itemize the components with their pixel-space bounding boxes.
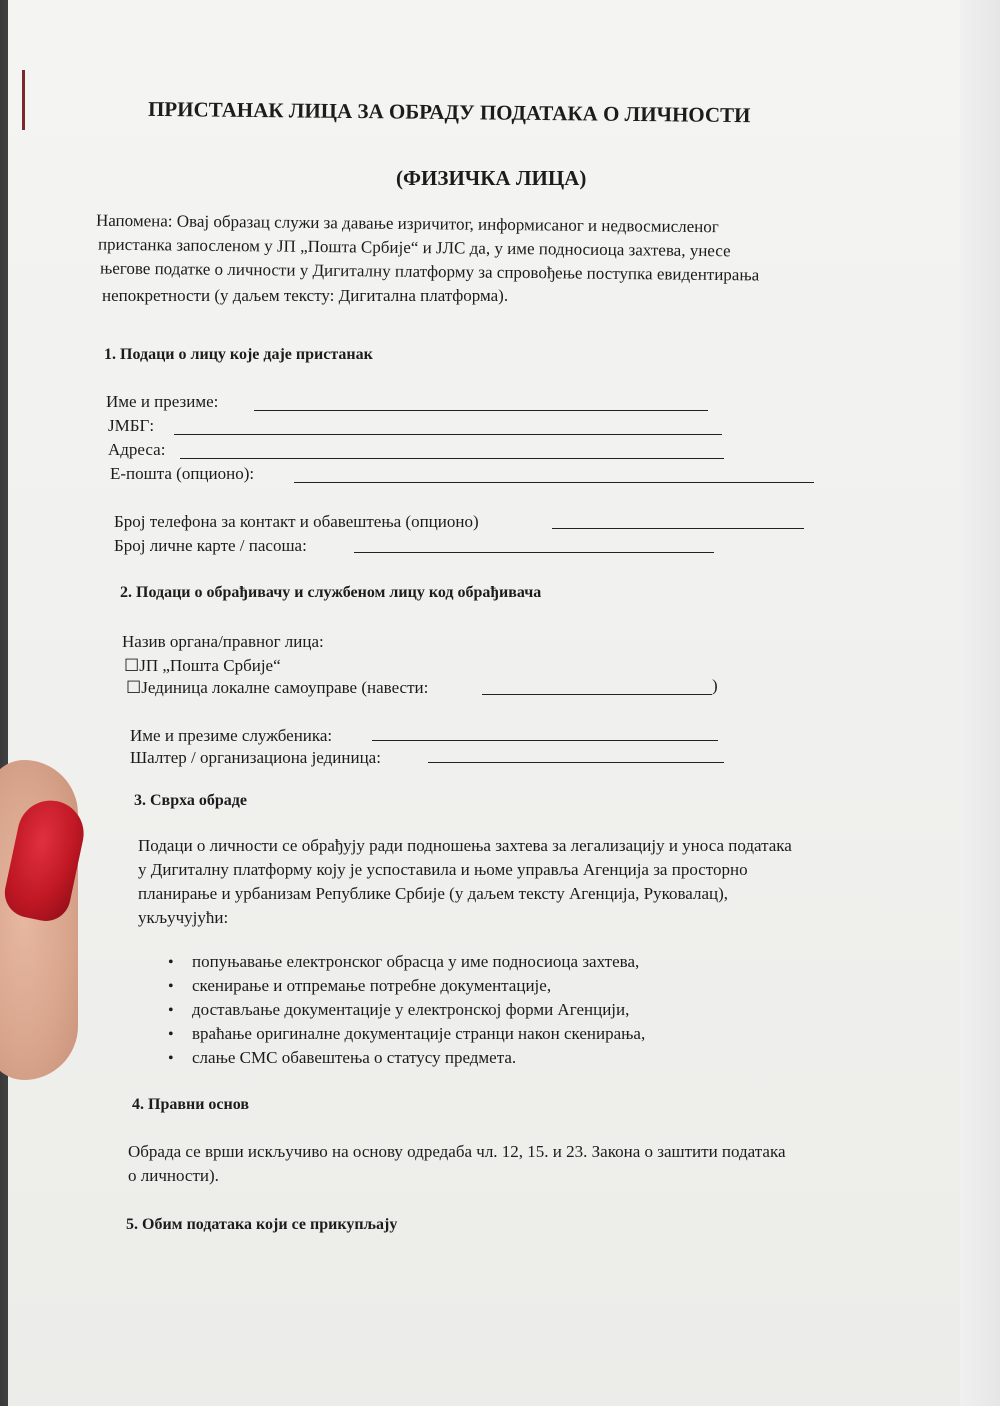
photo-background-right xyxy=(960,0,1000,1406)
full-name-line[interactable] xyxy=(254,410,708,411)
employee-label: Име и презиме службеника: xyxy=(130,726,333,745)
document-subtitle: (ФИЗИЧКА ЛИЦА) xyxy=(396,166,587,190)
legal-basis-line: о личности). xyxy=(128,1166,219,1185)
bullet-icon: • xyxy=(168,1050,174,1067)
purpose-bullet: скенирање и отпремање потребне документације, xyxy=(192,976,552,995)
email-line[interactable] xyxy=(294,482,814,483)
field-label-full-name: Име и презиме: xyxy=(106,392,219,411)
note-line: његове податке о личности у Дигиталну платформу за спровођење поступка евидентирања xyxy=(99,258,760,285)
field-label-jmbg: ЈМБГ: xyxy=(108,416,155,435)
section3-heading: 3. Сврха обраде xyxy=(134,792,247,809)
purpose-line: планирање и урбанизам Републике Србије (у даљем тексту Агенција, Руковалац), xyxy=(138,884,729,903)
field-label-address: Адреса: xyxy=(108,440,166,459)
id-card-line[interactable] xyxy=(354,552,714,553)
section1-heading: 1. Подаци о лицу које даје пристанак xyxy=(104,346,373,363)
purpose-line: у Дигиталну платформу коју је успоставила и њоме управља Агенција за просторно xyxy=(138,860,748,879)
document-title: ПРИСТАНАК ЛИЦА ЗА ОБРАДУ ПОДАТАКА О ЛИЧНОСТИ xyxy=(147,96,751,128)
purpose-bullet: враћање оригиналне документације странци након скенирања, xyxy=(192,1024,646,1043)
note-line: непокретности (у даљем тексту: Дигитална платформа). xyxy=(102,286,509,305)
purpose-bullet: достављање документације у електронској форми Агенцији, xyxy=(192,1000,630,1019)
section5-heading: 5. Обим података који се прикупљају xyxy=(126,1216,398,1233)
org-label: Назив органа/правног лица: xyxy=(122,632,324,651)
employee-line[interactable] xyxy=(372,740,718,741)
address-line[interactable] xyxy=(180,458,724,459)
bullet-icon: • xyxy=(168,954,174,971)
local-government-line[interactable] xyxy=(482,694,712,695)
bullet-icon: • xyxy=(168,1002,174,1019)
purpose-bullet: слање СМС обавештења о статусу предмета. xyxy=(192,1048,517,1067)
purpose-bullet: попуњавање електронског обрасца у име подносиоца захтева, xyxy=(192,952,640,971)
counter-label: Шалтер / организациона јединица: xyxy=(130,748,381,767)
option-post-office[interactable]: ☐ЈП „Пошта Србије“ xyxy=(124,656,281,675)
document-page xyxy=(8,0,992,1406)
note-line: Напомена: Овај образац служи за давање изричитог, информисаног и недвосмисленог xyxy=(95,210,719,237)
counter-line[interactable] xyxy=(428,762,724,763)
purpose-line: Подаци о личности се обрађују ради подношења захтева за легализацију и уноса података xyxy=(138,836,792,855)
bullet-icon: • xyxy=(168,1026,174,1043)
purpose-line: укључујући: xyxy=(138,908,229,927)
legal-basis-line: Обрада се врши искључиво на основу одредаба чл. 12, 15. и 23. Закона о заштити података xyxy=(128,1142,786,1161)
field-label-phone: Број телефона за контакт и обавештења (опционо) xyxy=(114,512,479,531)
closing-paren: ) xyxy=(712,676,718,695)
phone-line[interactable] xyxy=(552,528,804,529)
section2-heading: 2. Подаци о обрађивачу и службеном лицу код обрађивача xyxy=(120,584,542,601)
note-line: пристанка запосленом у ЈП „Пошта Србије“ и ЈЛС да, у име подносиоца захтева, унесе xyxy=(97,234,731,261)
field-label-id-card: Број личне карте / пасоша: xyxy=(114,536,307,555)
section4-heading: 4. Правни основ xyxy=(132,1096,249,1113)
margin-mark xyxy=(22,70,25,130)
option-local-government[interactable]: ☐Јединица локалне самоуправе (навести: xyxy=(126,678,429,697)
bullet-icon: • xyxy=(168,978,174,995)
jmbg-line[interactable] xyxy=(174,434,722,435)
field-label-email: Е-пошта (опционо): xyxy=(110,464,255,483)
